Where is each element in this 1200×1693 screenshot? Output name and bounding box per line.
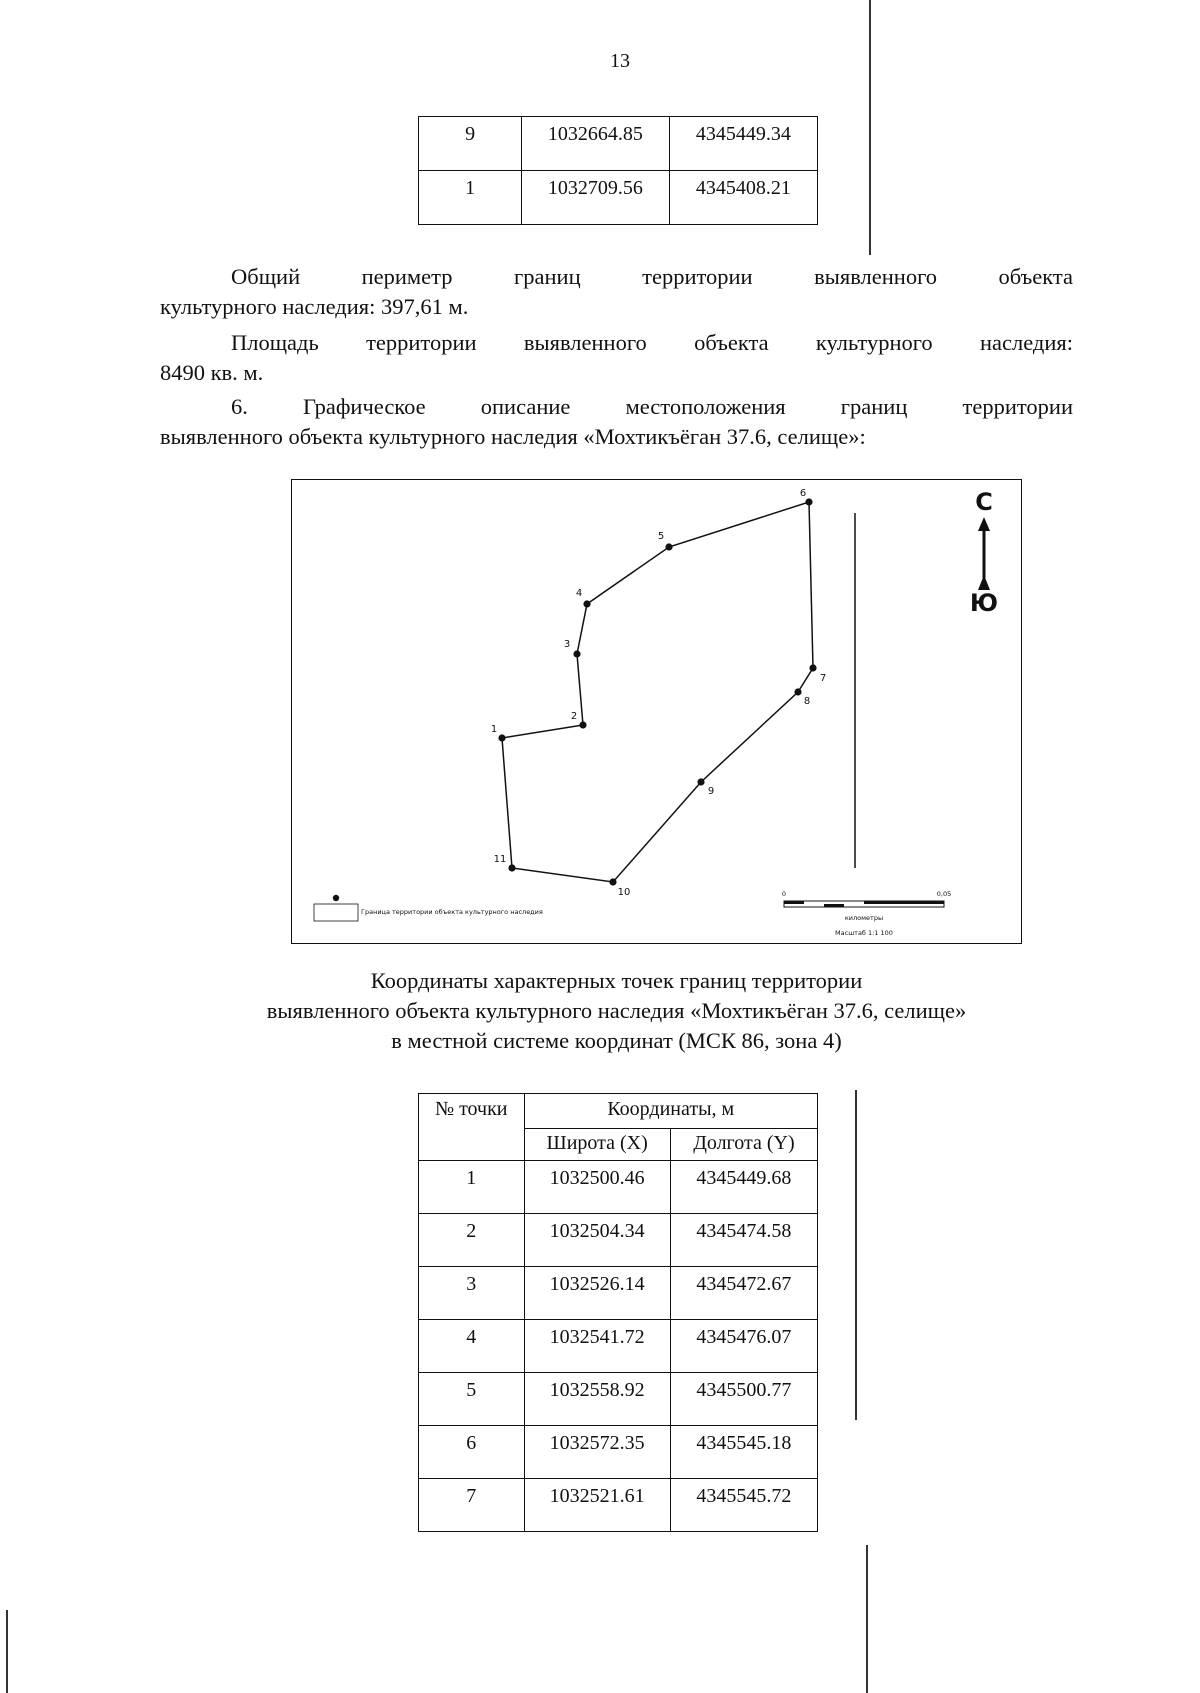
- table-cell: 5: [419, 1373, 525, 1426]
- boundary-point-label: 8: [803, 696, 811, 707]
- table-row: [419, 1479, 818, 1532]
- table-row: [419, 117, 818, 171]
- graphic-description-paragraph: [160, 392, 1073, 452]
- paragraph-line: 8490 кв. м.: [160, 360, 264, 385]
- scale-text: Масштаб 1:1 100: [835, 929, 893, 937]
- scan-edge-line: [855, 1090, 857, 1420]
- table-cell: 1032500.46: [524, 1161, 670, 1214]
- table-row: [419, 1267, 818, 1320]
- area-paragraph: [160, 328, 1073, 388]
- boundary-point-marker: [609, 878, 616, 885]
- paragraph-line: культурного наследия: 397,61 м.: [160, 294, 469, 319]
- table-cell: 7: [419, 1479, 525, 1532]
- boundary-map: [291, 479, 1022, 944]
- table-cell: 4345472.67: [670, 1267, 817, 1320]
- scan-edge-line: [869, 0, 871, 255]
- boundary-point-marker: [665, 543, 672, 550]
- scan-edge-line: [6, 1610, 8, 1693]
- top-coordinates-table: [418, 116, 818, 225]
- table-cell: 1: [419, 1161, 525, 1214]
- table-row: [419, 171, 818, 225]
- table-header-row: [419, 1094, 818, 1129]
- table-cell: 4345449.68: [670, 1161, 817, 1214]
- table-cell: 4345545.18: [670, 1426, 817, 1479]
- heading-line: в местной системе координат (МСК 86, зона 4): [391, 1028, 842, 1053]
- table-cell: 4345476.07: [670, 1320, 817, 1373]
- coordinates-heading: [160, 966, 1073, 1056]
- table-cell: 2: [419, 1214, 525, 1267]
- boundary-point-marker: [508, 864, 515, 871]
- scan-edge-line: [866, 1545, 868, 1693]
- boundary-point-marker: [794, 688, 801, 695]
- boundary-point-marker: [697, 778, 704, 785]
- table-cell: 1032541.72: [524, 1320, 670, 1373]
- boundary-point-marker: [809, 664, 816, 671]
- table-row: [419, 1161, 818, 1214]
- scale-start-label: 0: [781, 890, 787, 898]
- boundary-point-label: 3: [563, 639, 571, 650]
- table-cell: 4345474.58: [670, 1214, 817, 1267]
- scale-end-label: 0,05: [936, 890, 952, 898]
- paragraph-line: 6. Графическое описание местоположения границ территории: [231, 394, 1073, 419]
- boundary-point-marker: [498, 734, 505, 741]
- boundary-point-label: 4: [575, 588, 583, 599]
- boundary-point-label: 7: [819, 673, 827, 684]
- paragraph-line: Площадь территории выявленного объекта культурного наследия:: [231, 330, 1073, 355]
- south-label: Ю: [969, 589, 999, 617]
- page-number: 13: [610, 50, 630, 72]
- table-cell: 1032664.85: [522, 117, 669, 171]
- boundary-point-label: 1: [490, 724, 498, 735]
- table-row: [419, 1320, 818, 1373]
- boundary-point-label: 6: [799, 488, 807, 499]
- boundary-point-label: 9: [707, 786, 715, 797]
- paragraph-line: выявленного объекта культурного наследия «Мохтикъёган 37.6, селище»:: [160, 424, 866, 449]
- boundary-point-marker: [579, 721, 586, 728]
- boundary-polygon: [502, 502, 813, 882]
- table-cell: 4345500.77: [670, 1373, 817, 1426]
- table-row: [419, 1426, 818, 1479]
- north-label: С: [975, 488, 993, 516]
- table-cell: 1032572.35: [524, 1426, 670, 1479]
- column-header-lat: Широта (X): [524, 1129, 670, 1161]
- table-cell: 4345545.72: [670, 1479, 817, 1532]
- table-cell: 1032504.34: [524, 1214, 670, 1267]
- paragraph-line: Общий периметр границ территории выявленного объекта: [231, 264, 1073, 289]
- table-cell: 4: [419, 1320, 525, 1373]
- column-header-lon: Долгота (Y): [670, 1129, 817, 1161]
- table-cell: 4345408.21: [669, 171, 817, 225]
- column-header-coords: Координаты, м: [524, 1094, 817, 1129]
- north-arrow-icon: [978, 517, 990, 590]
- column-header-point: № точки: [419, 1094, 525, 1161]
- table-cell: 4345449.34: [669, 117, 817, 171]
- boundary-point-marker: [573, 650, 580, 657]
- table-row: [419, 1373, 818, 1426]
- perimeter-paragraph: [160, 262, 1073, 322]
- boundary-point-label: 2: [570, 711, 578, 722]
- table-row: [419, 1214, 818, 1267]
- coordinates-table: [418, 1093, 818, 1532]
- boundary-point-label: 10: [617, 887, 631, 898]
- table-cell: 1032709.56: [522, 171, 669, 225]
- heading-line: выявленного объекта культурного наследия «Мохтикъёган 37.6, селище»: [266, 998, 967, 1023]
- boundary-point-label: 11: [493, 854, 507, 865]
- scale-bar: [782, 890, 951, 937]
- table-cell: 6: [419, 1426, 525, 1479]
- boundary-point-label: 5: [657, 531, 665, 542]
- boundary-point-marker: [805, 498, 812, 505]
- boundary-point-marker: [583, 600, 590, 607]
- legend-text: Граница территории объекта культурного наследия: [361, 908, 543, 916]
- heading-line: Координаты характерных точек границ территории: [370, 968, 863, 993]
- table-cell: 1032526.14: [524, 1267, 670, 1320]
- legend: [314, 895, 543, 921]
- table-cell: 1032558.92: [524, 1373, 670, 1426]
- table-cell: 3: [419, 1267, 525, 1320]
- table-cell: 1: [419, 171, 522, 225]
- table-cell: 9: [419, 117, 522, 171]
- boundary-map-svg: [292, 480, 1021, 943]
- table-cell: 1032521.61: [524, 1479, 670, 1532]
- scale-unit-label: километры: [844, 914, 884, 922]
